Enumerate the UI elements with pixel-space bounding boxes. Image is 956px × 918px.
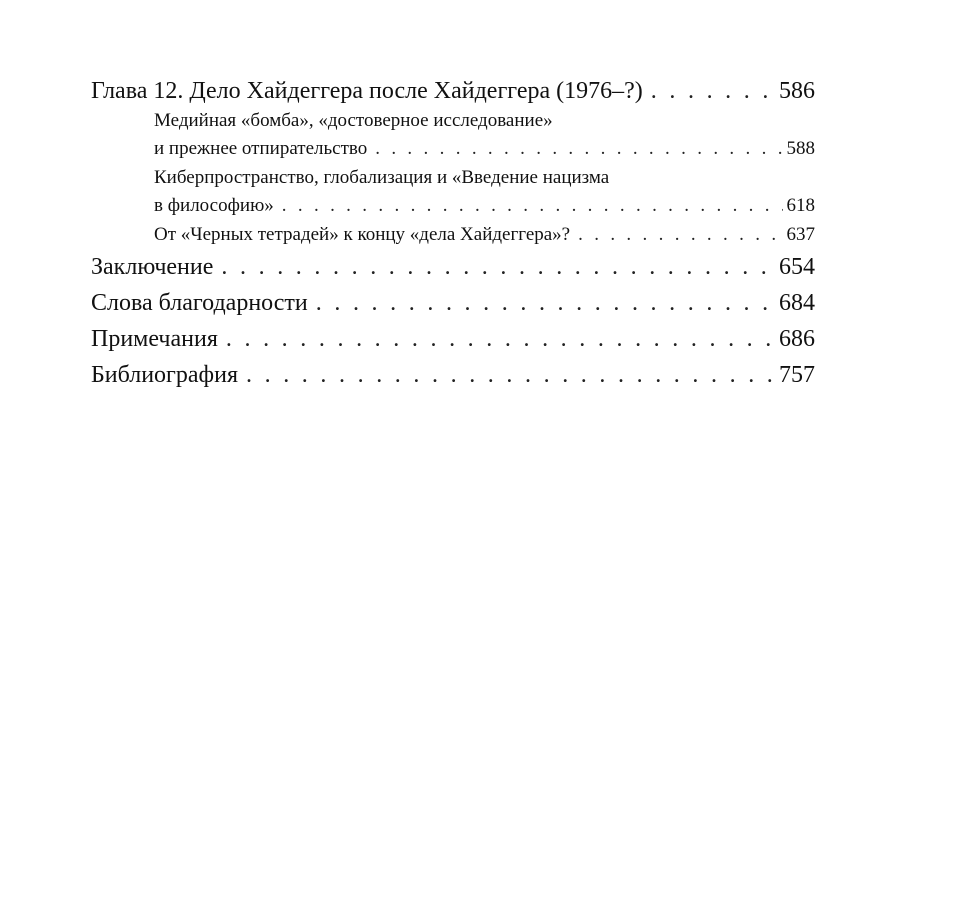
toc-entry-title: Библиография	[91, 362, 238, 388]
dot-leader	[221, 249, 775, 285]
toc-entry-title: От «Черных тетрадей» к концу «дела Хайдеггера»?	[154, 224, 571, 245]
toc-entry-title-continued: и прежнее отпирательство	[154, 138, 368, 159]
toc-subentry-black-notebooks[interactable]	[91, 220, 815, 249]
dot-leader	[226, 321, 775, 357]
toc-entry-conclusion[interactable]	[91, 249, 815, 285]
dot-leader	[282, 192, 783, 220]
toc-entry-title: Заключение	[91, 254, 214, 280]
toc-entry-title: Киберпространство, глобализация и «Введение нацизма	[154, 167, 610, 188]
dot-leader	[651, 76, 775, 106]
toc-entry-page: 684	[779, 290, 815, 316]
toc-entry-title: Примечания	[91, 326, 218, 352]
toc-subentry-media-bomb[interactable]	[91, 135, 815, 163]
toc-subentry-media-bomb-line1[interactable]	[91, 106, 815, 135]
dot-leader	[375, 135, 782, 163]
toc-entry-page: 757	[779, 362, 815, 388]
toc-entry-notes[interactable]	[91, 321, 815, 357]
toc-entry-chapter-12[interactable]	[91, 76, 815, 106]
dot-leader	[246, 357, 775, 393]
toc-entry-page: 686	[779, 326, 815, 352]
toc-entry-title: Медийная «бомба», «достоверное исследование»	[154, 110, 553, 131]
toc-entry-page: 637	[786, 224, 815, 245]
toc-entry-acknowledgments[interactable]	[91, 285, 815, 321]
toc-entry-title: Слова благодарности	[91, 290, 308, 316]
toc-subentry-cyberspace-line1[interactable]	[91, 163, 815, 192]
dot-leader	[578, 220, 782, 249]
toc-entry-page: 586	[779, 78, 815, 104]
toc-entry-title-continued: в философию»	[154, 195, 274, 216]
table-of-contents	[91, 76, 815, 393]
dot-leader	[316, 285, 775, 321]
toc-entry-page: 654	[779, 254, 815, 280]
toc-entry-page: 588	[786, 138, 815, 159]
toc-entry-bibliography[interactable]	[91, 357, 815, 393]
toc-entry-title: Глава 12. Дело Хайдеггера после Хайдеггера (1976–?)	[91, 78, 643, 104]
toc-subentry-cyberspace[interactable]	[91, 192, 815, 220]
toc-entry-page: 618	[786, 195, 815, 216]
